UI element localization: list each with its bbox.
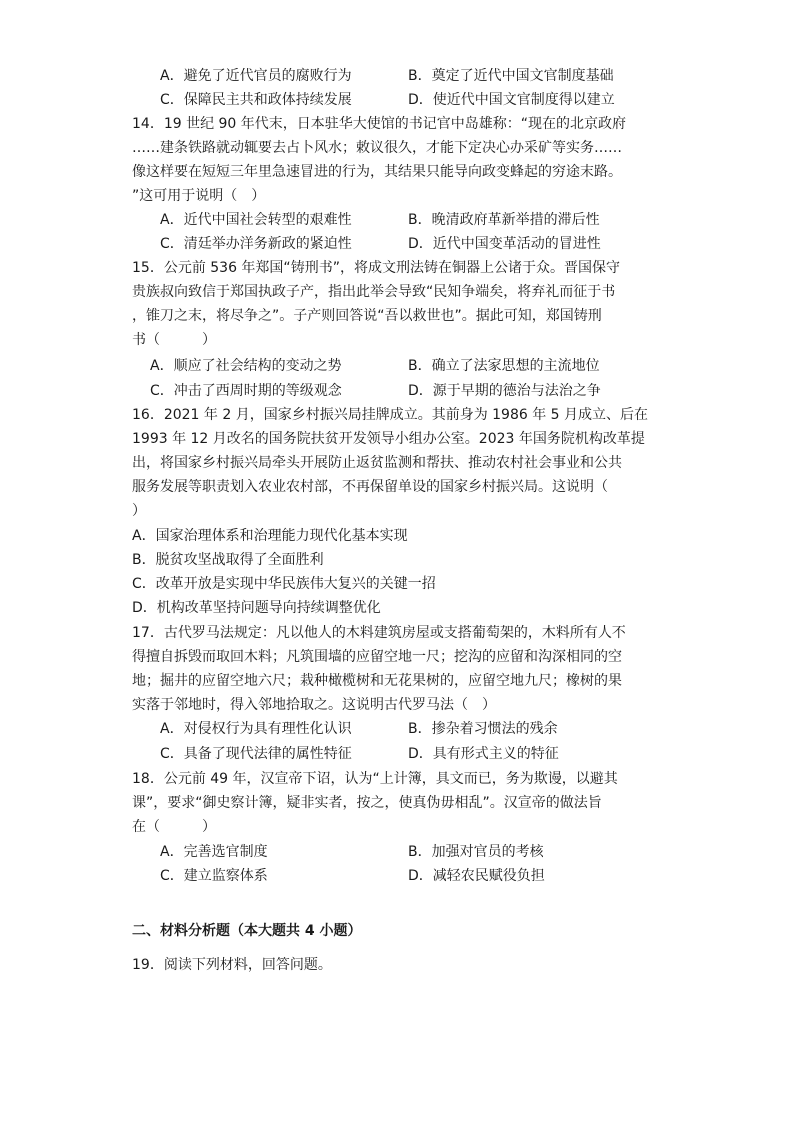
- q18-option-a: A．完善选官制度: [160, 844, 268, 860]
- q16-option-c: C．改革开放是实现中华民族伟大复兴的关键一招: [132, 576, 436, 592]
- q16-line-4: 服务发展等职责划入农业农村部，不再保留单设的国家乡村振兴局。这说明（: [132, 479, 608, 495]
- q17-option-d: D．具有形式主义的特征: [408, 746, 559, 762]
- q18-option-b: B．加强对官员的考核: [408, 844, 544, 860]
- q18-line-3: 在（ ）: [132, 819, 216, 835]
- q16-option-d: D．机构改革坚持问题导向持续调整优化: [132, 600, 381, 616]
- q14-option-b: B．晚清政府革新举措的滞后性: [408, 212, 600, 228]
- q14-line-3: 像这样要在短短三年里急速冒进的行为，其结果只能导向政变蜂起的穷途末路。: [132, 164, 622, 180]
- q15-line-2: 贵族叔向致信于郑国执政子产，指出此举会导致“民知争端矣，将弃礼而征于书: [132, 284, 616, 300]
- q16-line-1: 16．2021 年 2 月，国家乡村振兴局挂牌成立。其前身为 1986 年 5 月成立、后在: [132, 407, 649, 423]
- q17-line-2: 得擅自拆毁而取回木料；凡筑围墙的应留空地一尺；挖沟的应留和沟深相同的空: [132, 649, 622, 665]
- q17-option-a: A．对侵权行为具有理性化认识: [160, 721, 352, 737]
- q14-option-a: A．近代中国社会转型的艰难性: [160, 212, 352, 228]
- q18-line-2: 课”，要求“御史察计簿，疑非实者，按之，使真伪毋相乱”。汉宣帝的做法旨: [132, 795, 602, 811]
- q15-option-b: B．确立了法家思想的主流地位: [408, 358, 600, 374]
- q14-line-2: ……建条铁路就动辄要去占卜风水；敕议很久，才能下定决心办采矿等实务……: [132, 140, 622, 156]
- q15-line-3: ，锥刀之末，将尽争之”。子产则回答说“吾以救世也”。据此可知，郑国铸刑: [132, 308, 602, 324]
- prev-option-d: D．使近代中国文官制度得以建立: [408, 92, 615, 108]
- q17-option-b: B．掺杂着习惯法的残余: [408, 721, 558, 737]
- q15-option-a: A．顺应了社会结构的变动之势: [150, 358, 342, 374]
- q18-line-1: 18．公元前 49 年，汉宣帝下诏，认为“上计簿，具文而已，务为欺谩，以避其: [132, 771, 618, 787]
- q14-line-1: 14．19 世纪 90 年代末，日本驻华大使馆的书记官中岛雄称：“现在的北京政府: [132, 116, 627, 132]
- q14-line-4: ”这可用于说明（ ）: [132, 188, 266, 204]
- q17-option-c: C．具备了现代法律的属性特征: [160, 746, 352, 762]
- q15-option-c: C．冲击了西周时期的等级观念: [150, 383, 342, 399]
- q17-line-1: 17．古代罗马法规定：凡以他人的木料建筑房屋或支搭葡萄架的，木料所有人不: [132, 625, 626, 641]
- q17-line-3: 地；掘井的应留空地六尺；栽种橄榄树和无花果树的，应留空地九尺；橡树的果: [132, 673, 622, 689]
- q16-line-3: 出，将国家乡村振兴局牵头开展防止返贫监测和帮扶、推动农村社会事业和公共: [132, 455, 622, 471]
- q15-option-d: D．源于早期的德治与法治之争: [408, 383, 601, 399]
- q16-line-2: 1993 年 12 月改名的国务院扶贫开发领导小组办公室。2023 年国务院机构改革提: [132, 431, 645, 447]
- q14-option-d: D．近代中国变革活动的冒进性: [408, 236, 601, 252]
- prev-option-a: A．避免了近代官员的腐败行为: [160, 68, 352, 84]
- q15-line-1: 15．公元前 536 年郑国“铸刑书”，将成文刑法铸在铜器上公诸于众。晋国保守: [132, 260, 620, 276]
- prev-option-c: C．保障民主共和政体持续发展: [160, 92, 352, 108]
- prev-option-b: B．奠定了近代中国文官制度基础: [408, 68, 614, 84]
- q19-line-1: 19．阅读下列材料，回答问题。: [132, 957, 332, 973]
- q17-line-4: 实落于邻地时，得入邻地拾取之。这说明古代罗马法（ ）: [132, 697, 496, 713]
- q14-option-c: C．清廷举办洋务新政的紧迫性: [160, 236, 352, 252]
- q18-option-d: D．减轻农民赋役负担: [408, 868, 545, 884]
- q18-option-c: C．建立监察体系: [160, 868, 268, 884]
- q15-line-4: 书（ ）: [132, 332, 216, 348]
- section-heading: 二、材料分析题（本大题共 4 小题）: [132, 923, 362, 939]
- q16-option-a: A．国家治理体系和治理能力现代化基本实现: [132, 528, 408, 544]
- q16-line-5: ）: [132, 503, 146, 519]
- q16-option-b: B．脱贫攻坚战取得了全面胜利: [132, 552, 324, 568]
